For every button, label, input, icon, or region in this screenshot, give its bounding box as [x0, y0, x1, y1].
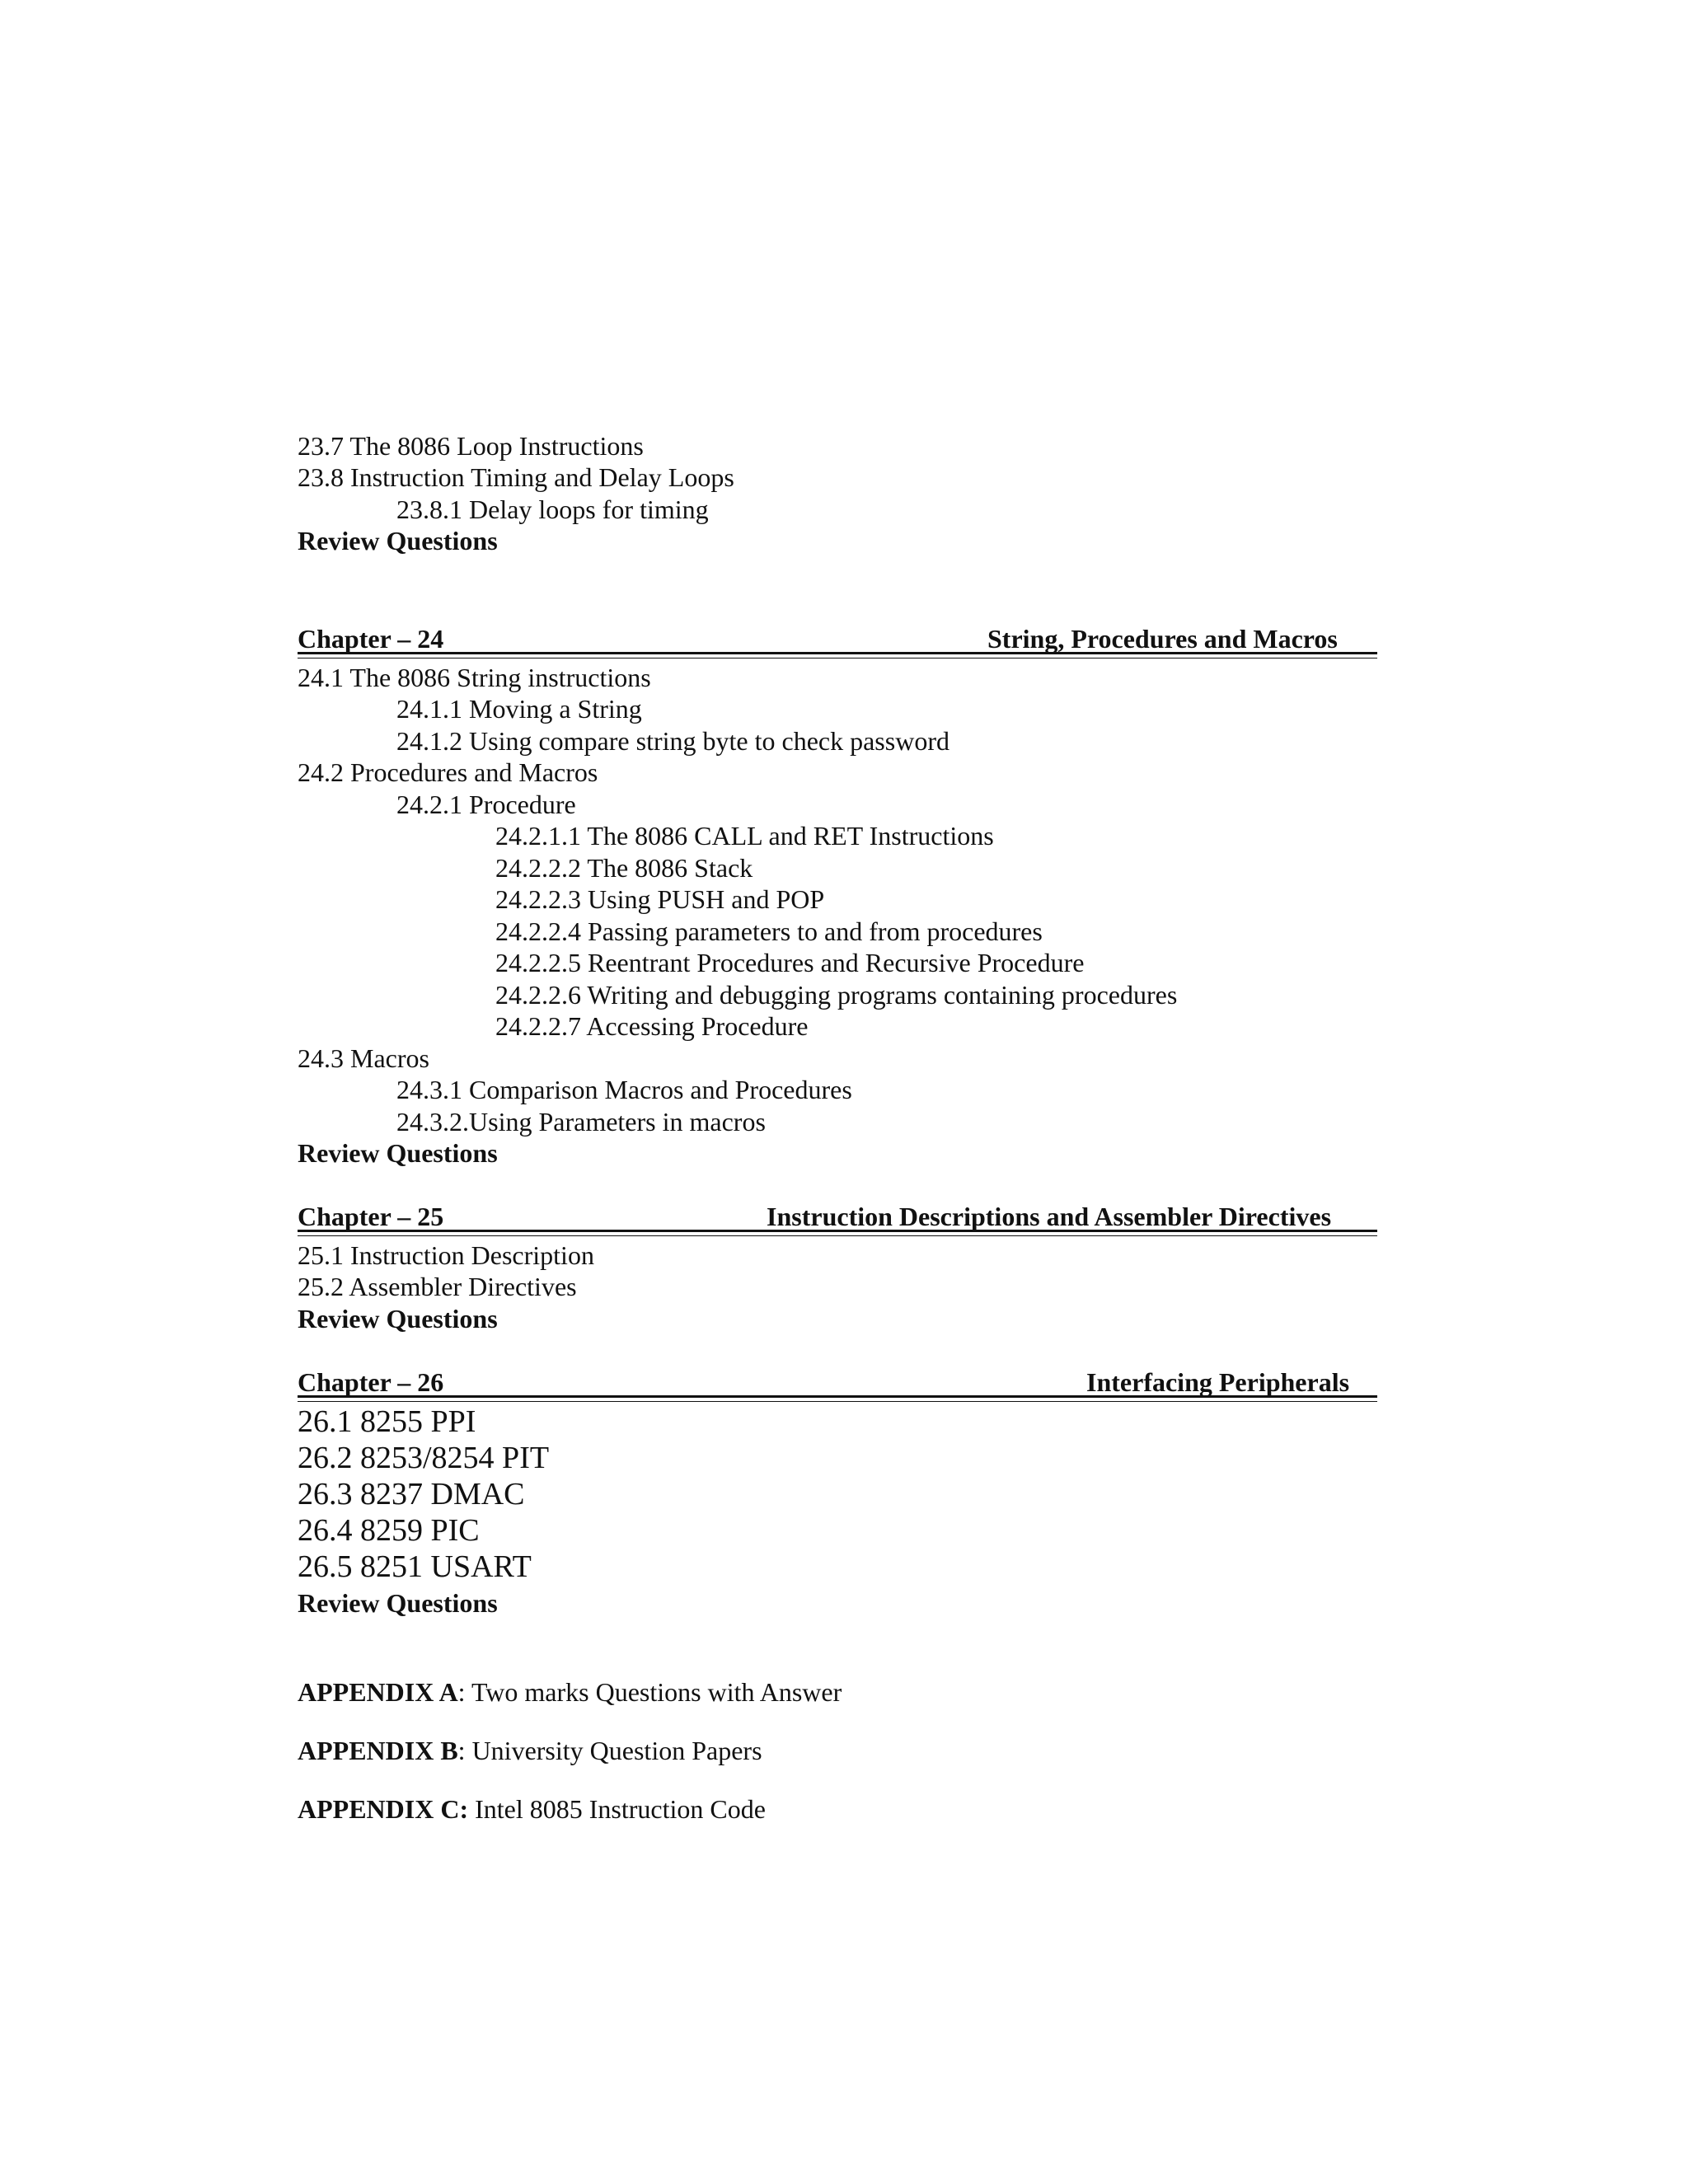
toc-entry: 23.8.1 Delay loops for timing	[396, 494, 709, 524]
toc-entry: 24.1.2 Using compare string byte to check password	[396, 726, 950, 756]
toc-entry: 24.2.2.6 Writing and debugging programs containing procedures	[495, 980, 1178, 1010]
chapter-title: Interfacing Peripherals	[1086, 1367, 1350, 1397]
toc-entry: 24.2.2.3 Using PUSH and POP	[495, 884, 825, 914]
chapter-heading	[298, 622, 1377, 658]
appendix-separator: :	[457, 1736, 472, 1765]
toc-entry: 25.1 Instruction Description	[298, 1240, 594, 1270]
appendix-entry	[298, 1735, 762, 1766]
toc-entry: 24.1.1 Moving a String	[396, 694, 642, 724]
toc-entry: 23.7 The 8086 Loop Instructions	[298, 431, 644, 461]
toc-entry: 26.1 8255 PPI	[298, 1404, 476, 1439]
appendix-label: APPENDIX B	[298, 1736, 458, 1765]
toc-entry: 24.1 The 8086 String instructions	[298, 663, 651, 692]
review-questions: Review Questions	[298, 526, 498, 555]
toc-entry: 26.2 8253/8254 PIT	[298, 1441, 550, 1475]
toc-entry: 23.8 Instruction Timing and Delay Loops	[298, 462, 734, 492]
appendix-title: Two marks Questions with Answer	[471, 1677, 842, 1707]
chapter-number: Chapter – 26	[298, 1367, 444, 1397]
toc-entry: 26.3 8237 DMAC	[298, 1477, 525, 1511]
review-questions: Review Questions	[298, 1304, 498, 1333]
toc-entry: 24.2.1 Procedure	[396, 790, 576, 819]
chapter-number: Chapter – 25	[298, 1202, 444, 1231]
appendix-title: University Question Papers	[471, 1736, 762, 1765]
appendix-label: APPENDIX C:	[298, 1794, 469, 1824]
toc-entry: 24.2 Procedures and Macros	[298, 757, 598, 787]
appendix-entry	[298, 1676, 842, 1708]
toc-entry: 26.5 8251 USART	[298, 1549, 532, 1584]
toc-entry: 24.2.2.5 Reentrant Procedures and Recursive Procedure	[495, 948, 1085, 977]
toc-entry: 26.4 8259 PIC	[298, 1513, 480, 1548]
chapter-heading	[298, 1200, 1377, 1236]
chapter-title: String, Procedures and Macros	[987, 624, 1338, 654]
toc-entry: 24.3 Macros	[298, 1043, 429, 1073]
review-questions: Review Questions	[298, 1138, 498, 1168]
appendix-title: Intel 8085 Instruction Code	[475, 1794, 766, 1824]
chapter-number: Chapter – 24	[298, 624, 444, 654]
toc-entry: 24.2.2.7 Accessing Procedure	[495, 1011, 809, 1041]
appendix-separator: :	[457, 1677, 471, 1707]
review-questions: Review Questions	[298, 1588, 498, 1618]
appendix-entry	[298, 1793, 766, 1825]
toc-entry: 24.2.2.4 Passing parameters to and from procedures	[495, 916, 1043, 946]
toc-entry: 24.3.1 Comparison Macros and Procedures	[396, 1075, 852, 1104]
toc-entry: 24.2.2.2 The 8086 Stack	[495, 853, 753, 883]
chapter-heading	[298, 1366, 1377, 1402]
toc-entry: 25.2 Assembler Directives	[298, 1272, 577, 1301]
toc-entry: 24.3.2.Using Parameters in macros	[396, 1107, 766, 1137]
appendix-label: APPENDIX A	[298, 1677, 458, 1707]
chapter-rule	[298, 1230, 1377, 1236]
toc-entry: 24.2.1.1 The 8086 CALL and RET Instructions	[495, 821, 994, 851]
appendix-separator	[468, 1794, 475, 1824]
chapter-title: Instruction Descriptions and Assembler Directives	[767, 1202, 1332, 1231]
chapter-rule	[298, 652, 1377, 658]
chapter-rule	[298, 1395, 1377, 1402]
